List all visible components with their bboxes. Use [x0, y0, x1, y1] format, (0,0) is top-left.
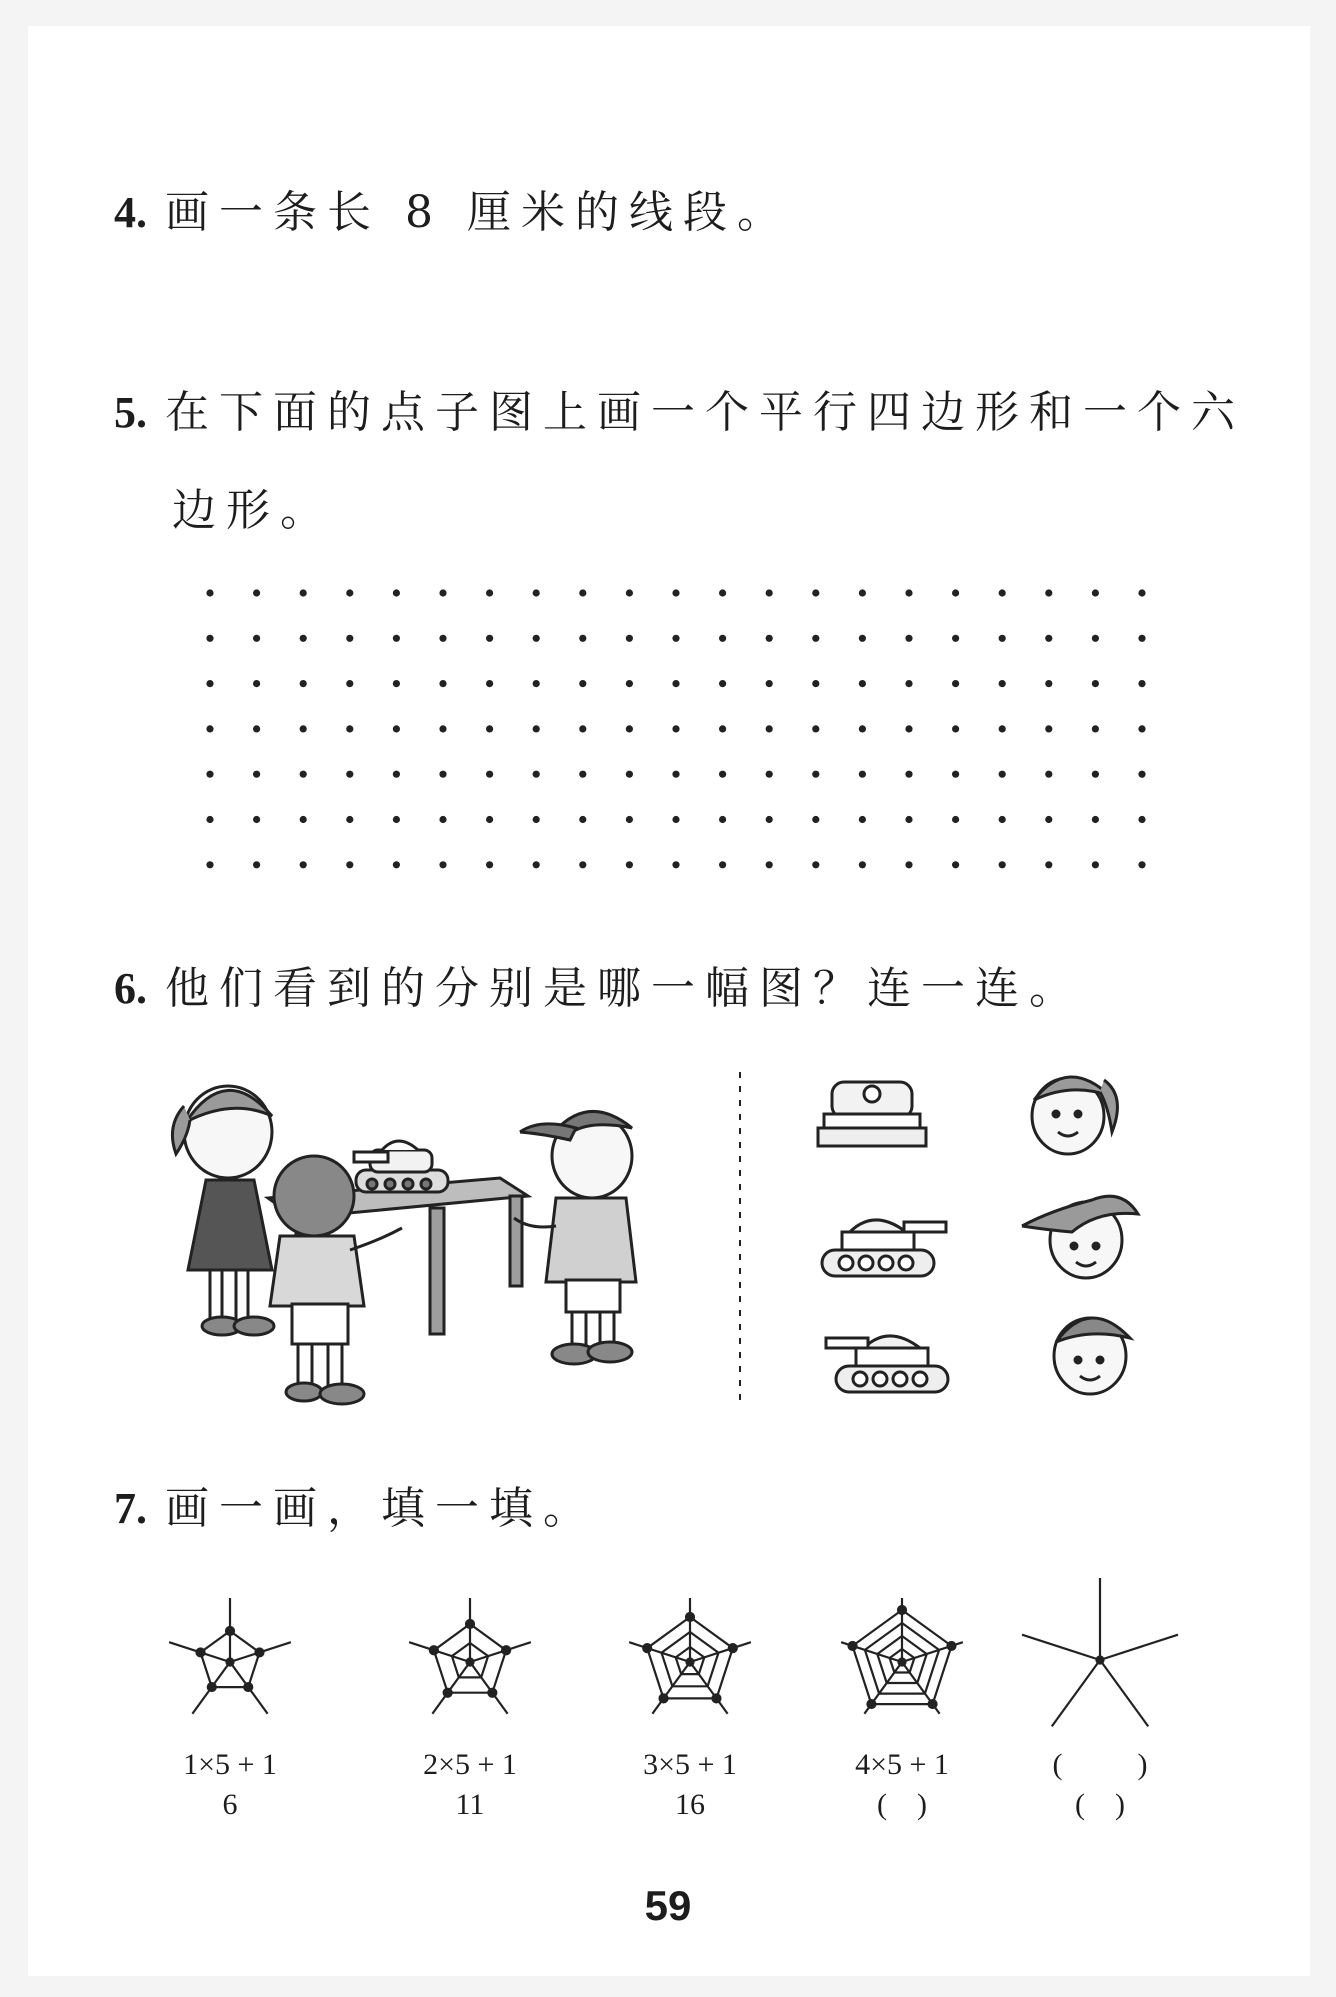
- web-result[interactable]: ( ): [877, 1788, 927, 1821]
- question-number: 7.: [114, 1484, 147, 1533]
- web-result[interactable]: ( ): [1075, 1788, 1125, 1821]
- web-center: [227, 1659, 234, 1666]
- web-result: 6: [222, 1788, 238, 1821]
- spider-web: [409, 1598, 531, 1714]
- web-knot: [660, 1694, 668, 1702]
- web-knot: [244, 1683, 252, 1691]
- web-result: 11: [455, 1788, 485, 1821]
- web-knot: [502, 1646, 510, 1654]
- web-knot: [444, 1689, 452, 1697]
- question-text: 他们看到的分别是哪一幅图？连一连。: [165, 963, 1083, 1014]
- spider-web: [629, 1598, 751, 1714]
- question-text: 画一条长 8 厘米的线段。: [165, 187, 791, 238]
- web-spoke: [470, 1662, 508, 1714]
- web-knot: [226, 1627, 234, 1635]
- web-knot: [947, 1642, 955, 1650]
- spider-web: [169, 1598, 291, 1714]
- web-knot: [430, 1646, 438, 1654]
- page-number: 59: [644, 1882, 692, 1929]
- question-number: 5.: [114, 388, 147, 437]
- web-spoke: [1052, 1660, 1100, 1726]
- spider-web: [841, 1598, 963, 1714]
- web-knot: [466, 1620, 474, 1628]
- web-knot: [867, 1700, 875, 1708]
- web-center: [899, 1659, 906, 1666]
- web-center: [467, 1659, 474, 1666]
- web-spoke: [629, 1642, 690, 1662]
- web-knot: [729, 1644, 737, 1652]
- web-formula: 2×5 + 1: [423, 1748, 517, 1781]
- web-formula: 1×5 + 1: [183, 1748, 277, 1781]
- web-spoke: [1022, 1635, 1100, 1660]
- web-center: [687, 1659, 694, 1666]
- web-knot: [712, 1694, 720, 1702]
- web-knot: [255, 1648, 263, 1656]
- question-number: 4.: [114, 188, 147, 237]
- question-text: 画一画，填一填。: [165, 1483, 597, 1534]
- question-text: 边形。: [172, 485, 334, 536]
- web-knot: [849, 1642, 857, 1650]
- web-spoke: [1100, 1635, 1178, 1660]
- web-knot: [488, 1689, 496, 1697]
- web-formula: ( ): [1052, 1748, 1148, 1781]
- web-spoke: [432, 1662, 470, 1714]
- web-knot: [208, 1683, 216, 1691]
- web-knot: [929, 1700, 937, 1708]
- question-number: 6.: [114, 964, 147, 1013]
- question-text: 在下面的点子图上画一个平行四边形和一个六: [165, 387, 1245, 438]
- web-spoke: [690, 1642, 751, 1662]
- web-formula: 4×5 + 1: [855, 1748, 949, 1781]
- web-spoke: [652, 1662, 690, 1714]
- web-spoke: [1100, 1660, 1148, 1726]
- web-result: 16: [675, 1788, 705, 1821]
- web-formula: 3×5 + 1: [643, 1748, 737, 1781]
- web-spoke: [690, 1662, 728, 1714]
- web-knot: [686, 1613, 694, 1621]
- web-center: [1097, 1657, 1104, 1664]
- web-knot: [643, 1644, 651, 1652]
- spider-web[interactable]: [1022, 1578, 1178, 1726]
- web-knot: [197, 1648, 205, 1656]
- web-knot: [898, 1606, 906, 1614]
